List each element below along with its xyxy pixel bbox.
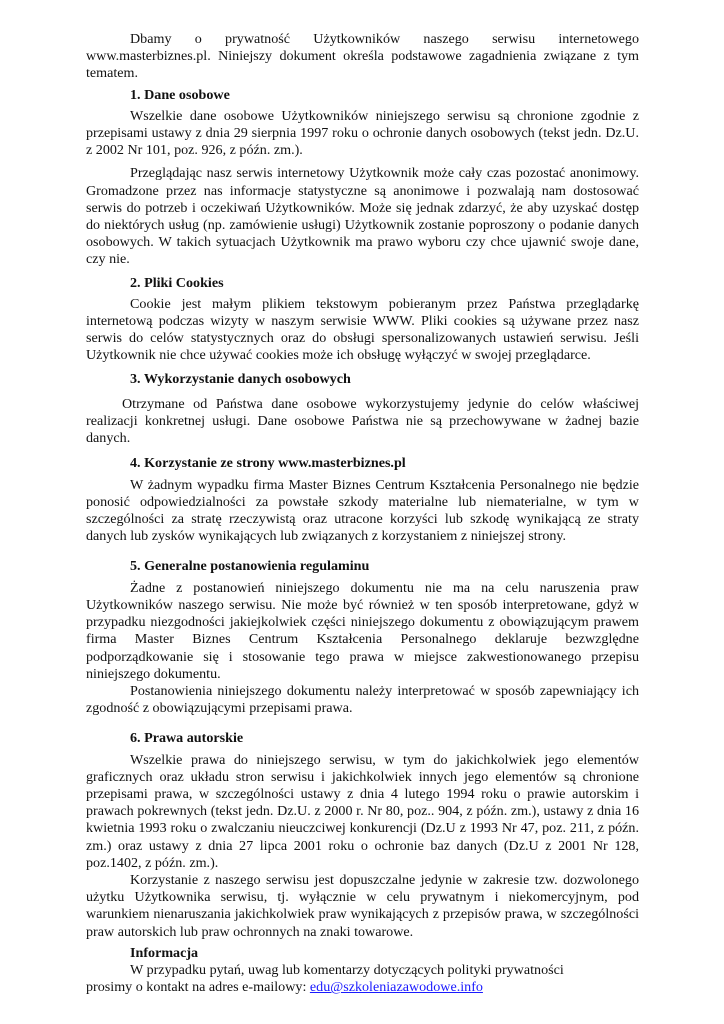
section-paragraph: Wszelkie dane osobowe Użytkowników niniejszego serwisu są chronione zgodnie z przepisami ustawy z dnia 29 sierpnia 1997 roku o ochronie danych osobowych (tekst jedn. Dz.U. z 2002 Nr 101, poz. 926, z późn. zm.).: [86, 107, 639, 159]
intro-paragraph: Dbamy o prywatność Użytkowników naszego serwisu internetowego www.masterbiznes.pl. Niniejszy dokument określa podstawowe zagadnienia związane z tym tematem.: [86, 31, 639, 82]
info-contact-line: [86, 979, 639, 996]
section-heading-dane-osobowe: 1. Dane osobowe: [130, 86, 230, 103]
section-paragraph: Żadne z postanowień niniejszego dokumentu nie ma na celu naruszenia praw Użytkowników naszego serwisu. Nie może być również w ten sposób interpretowane, gdyż w przypadku niezgodności jakiejkolwiek części niniejszego dokumentu z obowiązującym prawem firma Master Biznes Centrum Kształcenia Personalnego deklaruje bezwzględne podporządkowanie się i stosowanie tego prawa w miejsce zakwestionowanego przepisu niniejszego dokumentu.: [86, 579, 639, 682]
section-paragraph: Otrzymane od Państwa dane osobowe wykorzystujemy jedynie do celów właściwej realizacji konkretnej usługi. Dane osobowe Państwa nie są przechowywane w żadnej bazie danych.: [86, 395, 639, 447]
section-paragraph: Przeglądając nasz serwis internetowy Użytkownik może cały czas pozostać anonimowy. Gromadzone przez nas informacje statystyczne są anonimowe i pozwalają nam dostosować serwis do potrzeb i oczekiwań Użytkowników. Może się jednak zdarzyć, że aby uzyskać dostęp do niektórych usług (np. zamówienie usługi) Użytkownik zostanie poproszony o podanie danych osobowych. W takich sytuacjach Użytkownik ma prawo wyboru czy chce ujawnić swoje dane, czy nie.: [86, 165, 639, 268]
section-heading-pliki-cookies: 2. Pliki Cookies: [130, 274, 224, 291]
section-paragraph: Wszelkie prawa do niniejszego serwisu, w tym do jakichkolwiek jego elementów graficznych oraz układu stron serwisu i jakichkolwiek innych jego elementów są chronione przepisami prawa, w szczególności ustawy z dnia 4 lutego 1994 roku o prawie autorskim i prawach pokrewnych (tekst jedn. Dz.U. z 2000 r. Nr 80, poz.. 904, z późn. zm.), ustawy z dnia 16 kwietnia 1993 roku o zwalczaniu nieuczciwej konkurencji (Dz.U z 1993 Nr 47, poz. 211, z późn. zm.) oraz ustawy z dnia 27 lipca 2001 roku o ochronie baz danych (Dz.U z 2001 Nr 128, poz.1402, z późn. zm.).: [86, 751, 639, 871]
section-heading-postanowienia: 5. Generalne postanowienia regulaminu: [130, 558, 370, 575]
section-heading-wykorzystanie-danych: 3. Wykorzystanie danych osobowych: [130, 370, 351, 387]
section-heading-prawa-autorskie: 6. Prawa autorskie: [130, 730, 244, 747]
section-paragraph: Korzystanie z naszego serwisu jest dopuszczalne jedynie w zakresie tzw. dozwolonego użytku Użytkownika serwisu, tj. wyłącznie w celu prywatnym i niekomercyjnym, pod warunkiem nienaruszania jakichkolwiek praw wynikających z przepisów prawa, w szczególności praw autorskich lub praw ochronnych na znaki towarowe.: [86, 871, 639, 940]
info-text-line: W przypadku pytań, uwag lub komentarzy dotyczących polityki prywatności: [130, 961, 564, 978]
info-contact-label: prosimy o kontakt na adres e-mailowy:: [86, 979, 307, 996]
email-link[interactable]: edu@szkoleniazawodowe.info: [309, 979, 483, 996]
document-content: [86, 31, 639, 996]
section-paragraph: Postanowienia niniejszego dokumentu należy interpretować w sposób zapewniający ich zgodność z obowiązującymi przepisami prawa.: [86, 682, 639, 717]
section-paragraph: W żadnym wypadku firma Master Biznes Centrum Kształcenia Personalnego nie będzie ponosić odpowiedzialności za powstałe szkody materialne lub niematerialne, w tym w szczególności za stratę rzeczywistą oraz utracone korzyści lub szkodę wynikającą ze straty danych lub zysków wynikających lub związanych z korzystaniem z niniejszej strony.: [86, 476, 639, 545]
info-heading: Informacja: [130, 944, 199, 961]
section-heading-korzystanie-ze-strony: 4. Korzystanie ze strony www.masterbiznes.pl: [130, 455, 406, 472]
section-paragraph: Cookie jest małym plikiem tekstowym pobieranym przez Państwa przeglądarkę internetową podczas wizyty w naszym serwisie WWW. Pliki cookies są używane przez nasz serwis do celów statystycznych oraz do obsługi spersonalizowanych ustawień serwisu. Jeśli Użytkownik nie chce używać cookies może ich obsługę wyłączyć w swojej przeglądarce.: [86, 295, 639, 364]
